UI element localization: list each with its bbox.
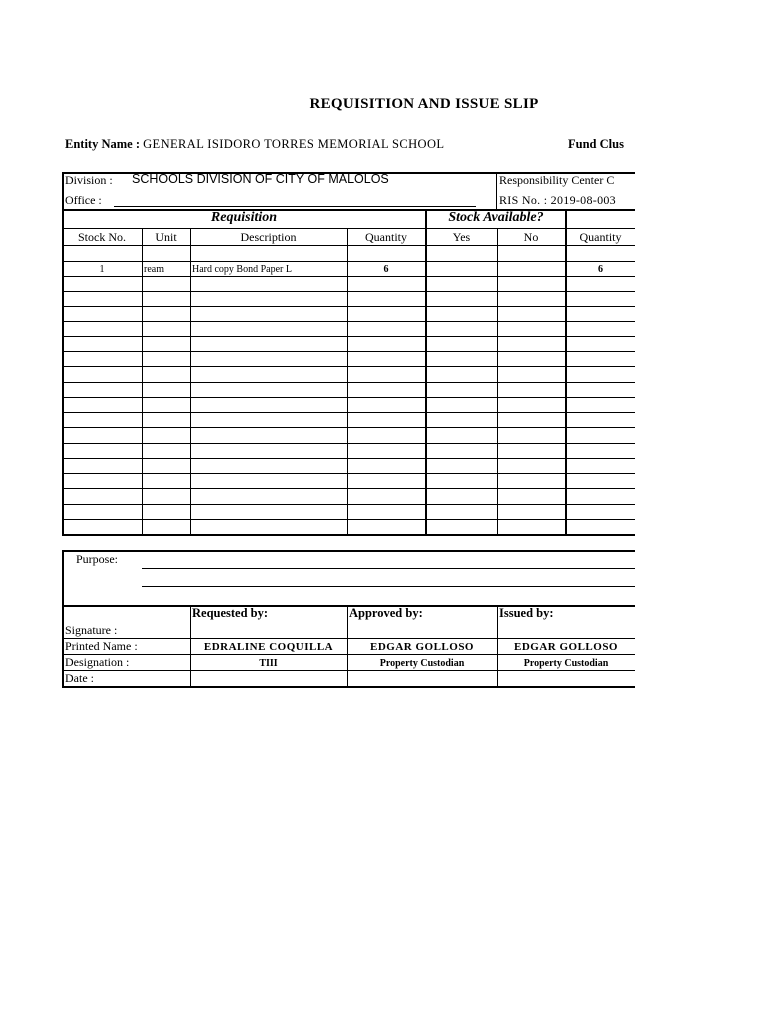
printed-name-label: Printed Name : xyxy=(65,639,138,653)
ris-number: RIS No. : 2019-08-003 xyxy=(499,193,616,207)
col-description: Description xyxy=(240,230,297,244)
col-quantity: Quantity xyxy=(365,230,407,244)
requested-by-label: Requested by: xyxy=(192,606,269,620)
office-label: Office : xyxy=(65,193,102,207)
signature-label: Signature : xyxy=(65,623,118,637)
date-label: Date : xyxy=(65,671,94,685)
fund-cluster-label: Fund Clus xyxy=(568,137,624,151)
entity-name-label: Entity Name : xyxy=(65,137,140,151)
col-unit: Unit xyxy=(155,230,177,244)
designation-approved: Property Custodian xyxy=(379,658,465,669)
responsibility-center-label: Responsibility Center C xyxy=(499,173,615,187)
printed-name-issued: EDGAR GOLLOSO xyxy=(514,641,618,653)
item-issue-quantity: 6 xyxy=(598,264,603,275)
purpose-label: Purpose: xyxy=(76,552,118,566)
item-description: Hard copy Bond Paper L xyxy=(192,264,292,275)
printed-name-approved: EDGAR GOLLOSO xyxy=(370,641,474,653)
printed-name-requested: EDRALINE COQUILLA xyxy=(203,641,334,653)
item-unit: ream xyxy=(144,264,164,275)
col-issue-quantity: Quantity xyxy=(579,230,622,244)
division-value: SCHOOLS DIVISION OF CITY OF MALOLOS xyxy=(132,172,389,186)
designation-requested: TIII xyxy=(259,658,278,669)
col-no: No xyxy=(523,230,539,244)
division-label: Division : xyxy=(65,173,113,187)
item-quantity: 6 xyxy=(383,264,389,275)
issued-by-label: Issued by: xyxy=(499,606,554,620)
designation-label: Designation : xyxy=(65,655,130,669)
stock-available-header: Stock Available? xyxy=(448,210,544,225)
entity-name-value: GENERAL ISIDORO TORRES MEMORIAL SCHOOL xyxy=(143,137,445,151)
designation-issued: Property Custodian xyxy=(523,658,609,669)
col-stock-no: Stock No. xyxy=(78,230,126,244)
item-stock-no: 1 xyxy=(99,264,105,275)
approved-by-label: Approved by: xyxy=(349,606,423,620)
form-title: REQUISITION AND ISSUE SLIP xyxy=(309,96,539,112)
requisition-header: Requisition xyxy=(210,210,278,225)
col-yes: Yes xyxy=(452,230,471,244)
